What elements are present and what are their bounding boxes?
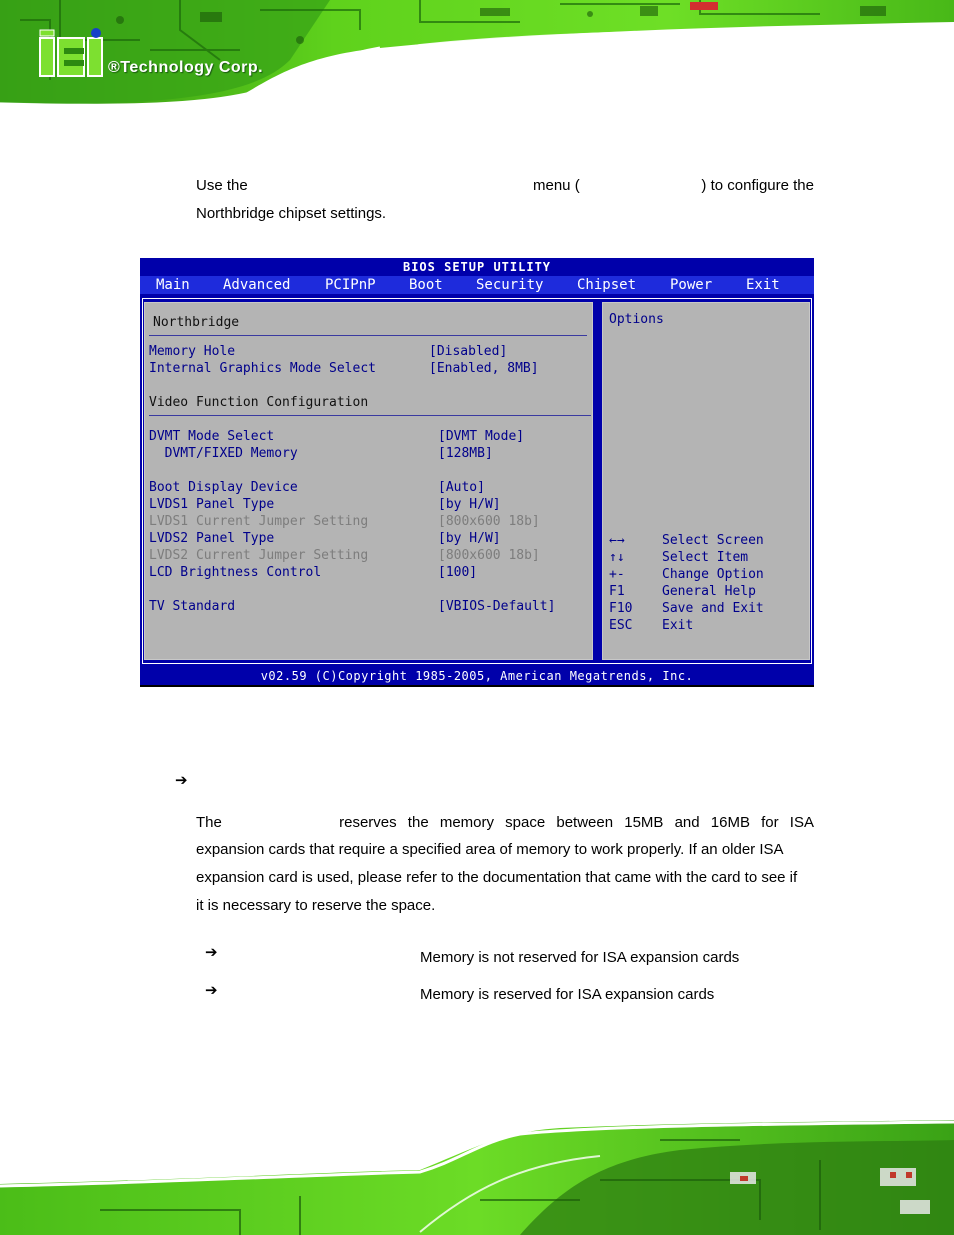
help-desc-save-exit: Save and Exit (662, 601, 764, 616)
help-key-f1: F1 (609, 584, 625, 599)
setting-label-lvds2-panel[interactable]: LVDS2 Panel Type (149, 531, 275, 546)
bios-menu-main[interactable]: Main (156, 277, 190, 293)
help-key-arrows-lr: ←→ (609, 533, 625, 548)
setting-label-lvds2-jumper: LVDS2 Current Jumper Setting (149, 548, 369, 563)
bios-menu-advanced[interactable]: Advanced (223, 277, 291, 293)
section-arrow-icon: ➔ (175, 772, 188, 789)
help-desc-exit: Exit (662, 618, 694, 633)
setting-label-igd-mode[interactable]: Internal Graphics Mode Select (149, 361, 376, 376)
option-desc-disabled: Memory is not reserved for ISA expansion cards (420, 949, 740, 966)
help-desc-select-item: Select Item (662, 550, 749, 565)
memory-hole-line-1 (196, 809, 814, 837)
bios-screenshot (140, 258, 814, 687)
section-divider (149, 335, 587, 336)
help-desc-change-option: Change Option (662, 567, 764, 582)
help-key-plus-minus: +- (609, 567, 625, 582)
intro-word-configure: ) to configure the (701, 177, 814, 194)
bios-menu-pcipnp[interactable]: PCIPnP (325, 277, 376, 293)
option-desc-enabled: Memory is reserved for ISA expansion cards (420, 986, 715, 1003)
setting-label-tv-standard[interactable]: TV Standard (149, 599, 236, 614)
memory-hole-line-1-rest: reserves the memory space between 15MB and 16MB for ISA (339, 814, 814, 831)
setting-value-lcd-brightness[interactable]: [100] (438, 565, 478, 580)
bios-menu-chipset[interactable]: Chipset (577, 277, 637, 293)
circuit-board-footer-graphic (0, 1120, 954, 1235)
setting-value-lvds2-panel[interactable]: [by H/W] (438, 531, 501, 546)
setting-value-igd-mode[interactable]: [Enabled, 8MB] (429, 361, 539, 376)
option-arrow-icon: ➔ (205, 944, 218, 961)
bios-menu-power[interactable]: Power (670, 277, 713, 293)
subsection-divider (149, 415, 591, 416)
setting-label-dvmt-mode[interactable]: DVMT Mode Select (149, 429, 275, 444)
section-title-northbridge: Northbridge (153, 315, 240, 330)
iei-logo-icon (38, 28, 108, 80)
setting-label-memory-hole[interactable]: Memory Hole (149, 344, 236, 359)
help-key-f10: F10 (609, 601, 633, 616)
header-banner (0, 0, 954, 115)
memory-hole-line-3: expansion card is used, please refer to the documentation that came with the card to see if (196, 869, 798, 886)
bios-copyright-footer: v02.59 (C)Copyright 1985-2005, American Megatrends, Inc. (140, 666, 814, 687)
setting-value-lvds2-jumper: [800x600 18b] (438, 548, 540, 563)
setting-value-lvds1-panel[interactable]: [by H/W] (438, 497, 501, 512)
setting-label-lvds1-jumper: LVDS1 Current Jumper Setting (149, 514, 369, 529)
setting-label-dvmt-memory[interactable]: DVMT/FIXED Memory (149, 446, 298, 461)
bios-main-area (140, 294, 814, 666)
subsection-video-function: Video Function Configuration (149, 395, 369, 410)
intro-word-menu: menu ( (533, 177, 580, 194)
setting-value-lvds1-jumper: [800x600 18b] (438, 514, 540, 529)
bios-settings-panel (144, 302, 593, 660)
bios-help-panel (602, 302, 810, 660)
bios-menu-exit[interactable]: Exit (746, 277, 780, 293)
help-desc-select-screen: Select Screen (662, 533, 764, 548)
setting-label-lcd-brightness[interactable]: LCD Brightness Control (149, 565, 322, 580)
setting-value-dvmt-memory[interactable]: [128MB] (438, 446, 493, 461)
help-desc-general-help: General Help (662, 584, 756, 599)
setting-value-tv-standard[interactable]: [VBIOS-Default] (438, 599, 556, 614)
memory-hole-line-2: expansion cards that require a specified area of memory to work properly. If an older ISA (196, 841, 784, 858)
bios-menu-boot[interactable]: Boot (409, 277, 443, 293)
setting-value-memory-hole[interactable]: [Disabled] (429, 344, 508, 359)
help-key-esc: ESC (609, 618, 633, 633)
setting-label-boot-display[interactable]: Boot Display Device (149, 480, 298, 495)
memory-hole-line-4: it is necessary to reserve the space. (196, 897, 436, 914)
company-name: ®Technology Corp. (108, 59, 264, 76)
option-arrow-icon: ➔ (205, 982, 218, 999)
setting-value-dvmt-mode[interactable]: [DVMT Mode] (438, 429, 525, 444)
setting-value-boot-display[interactable]: [Auto] (438, 480, 485, 495)
help-key-arrows-ud: ↑↓ (609, 550, 625, 565)
setting-label-lvds1-panel[interactable]: LVDS1 Panel Type (149, 497, 275, 512)
intro-line-2: Northbridge chipset settings. (196, 205, 387, 222)
bios-menu-security[interactable]: Security (476, 277, 544, 293)
footer-banner (0, 1120, 954, 1235)
bios-menu-bar (140, 276, 814, 294)
intro-word-use-the: Use the (196, 177, 248, 194)
bios-footer-rule (140, 685, 814, 687)
memory-hole-word-the: The (196, 814, 222, 831)
circuit-board-header-graphic (0, 0, 954, 115)
iei-logo (38, 28, 108, 80)
options-title: Options (609, 312, 664, 327)
bios-title: BIOS SETUP UTILITY (140, 258, 814, 276)
